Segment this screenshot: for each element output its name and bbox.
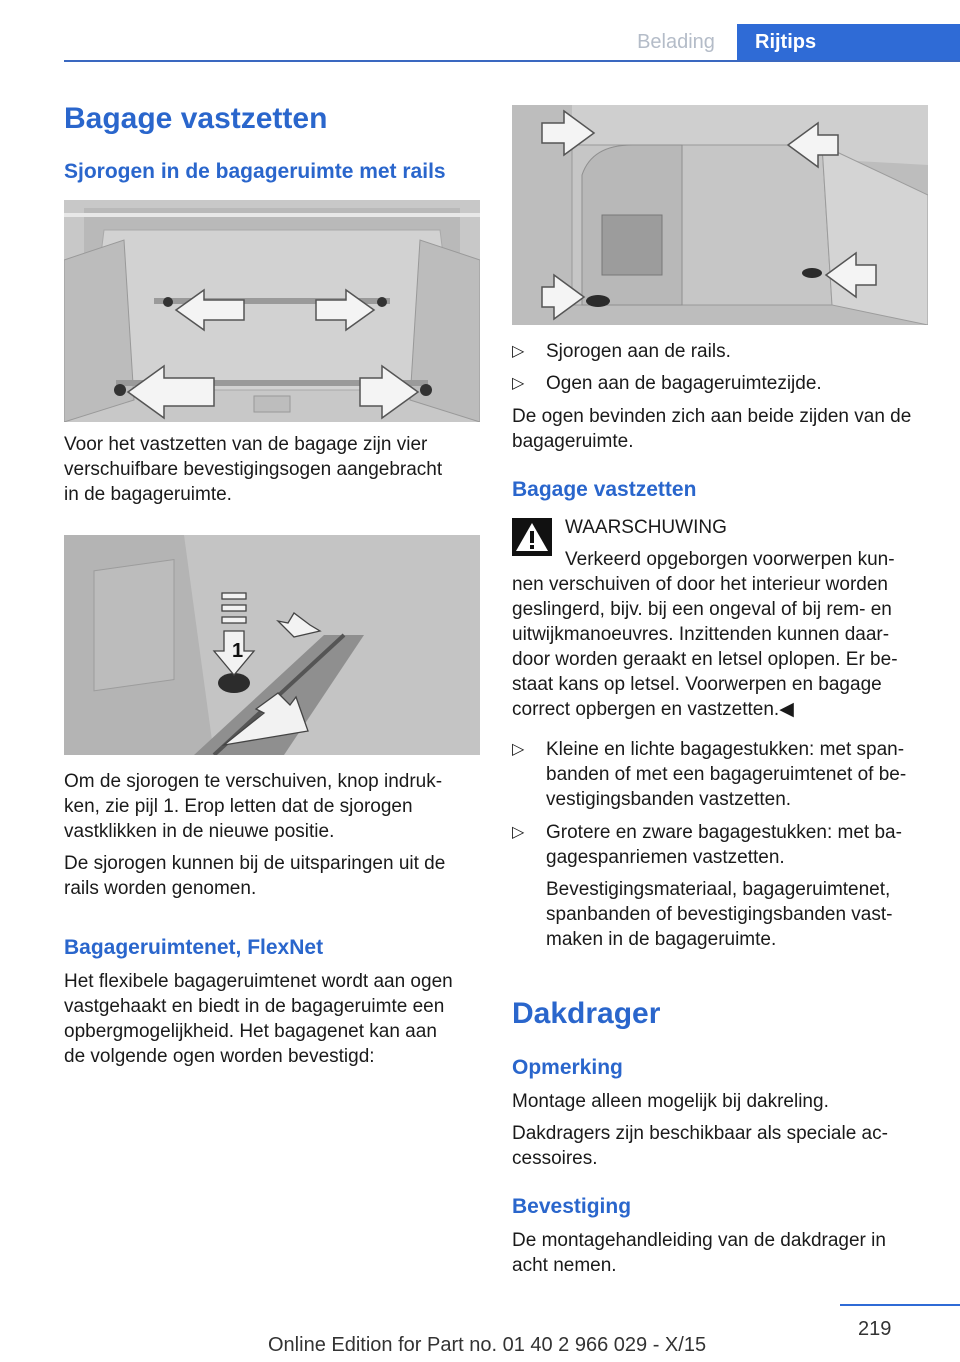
page-title: Bagage vastzetten [64, 102, 328, 135]
bullet-item-small: ▷ Kleine en lichte bagagestukken: met span- banden of met een bagageruimtenet of be- vestigingsbanden vastzetten. [512, 739, 907, 810]
list-item: ▷ Sjorogen aan de rails. [512, 341, 731, 362]
figure-cargo-rails [64, 200, 480, 422]
warning-icon [512, 518, 552, 556]
header-rule [64, 60, 960, 62]
paragraph-opmerking-2: Dakdragers zijn beschikbaar als speciale ac- cessoires. [512, 1123, 888, 1169]
section-heading-bevestiging: Bevestiging [512, 1195, 632, 1218]
page-number: 219 [858, 1318, 892, 1340]
header-tab-active: Rijtips [737, 24, 960, 60]
header-section: Belading [637, 31, 715, 53]
footer-edition: Online Edition for Part no. 01 40 2 966 029 - X/15 [268, 1334, 707, 1356]
warning-text: nen verschuiven of door het interieur worden geslingerd, bijv. bij een ongeval of bij rem- en uitwijkmanoeuvres. Inzittenden kunnen daar- door worden geraakt en letsel oplopen. Er be- staat kans op letsel. Voorwerpen en bagage correct opbergen en vastzetten.◀ [512, 574, 898, 720]
warning-title: WAARSCHUWING [565, 517, 727, 538]
figure-trunk-side [512, 105, 928, 325]
paragraph-bevestiging: De montagehandleiding van de dakdrager in acht nemen. [512, 1230, 886, 1276]
section-heading-opmerking: Opmerking [512, 1056, 623, 1079]
figure-callout-1: 1 [232, 640, 244, 662]
section-heading-flexnet: Bagageruimtenet, FlexNet [64, 936, 324, 959]
paragraph-slide: Om de sjorogen te verschuiven, knop indruk- ken, zie pijl 1. Erop letten dat de sjorogen vastklikken in de nieuwe positie. [64, 771, 443, 842]
footer-rule [840, 1304, 960, 1306]
paragraph-remove: De sjorogen kunnen bij de uitsparingen uit de rails worden genomen. [64, 853, 446, 899]
figure-rail-detail [64, 535, 480, 755]
paragraph-flexnet: Het flexibele bagageruimtenet wordt aan ogen vastgehaakt en biedt in de bagageruimte een opbergmogelijkheid. Het bagagenet kan aan de volgende ogen worden bevestigd: [64, 971, 453, 1067]
paragraph-intro: Voor het vastzetten van de bagage zijn vier verschuifbare bevestigingsogen aangebracht in de bagageruimte. [64, 434, 443, 505]
paragraph-opmerking-1: Montage alleen mogelijk bij dakreling. [512, 1091, 829, 1112]
bullet-list-eyes [512, 339, 928, 403]
bullet-item-large: ▷ Grotere en zware bagagestukken: met ba- gagespanriemen vastzetten. Bevestigingsmateriaal, bagageruimtenet, spanbanden of bevestigingsbanden vast- maken in de bagageruimte. [512, 822, 902, 950]
section-heading-rails: Sjorogen in de bagageruimte met rails [64, 160, 446, 183]
list-item: ▷ Ogen aan de bagageruimtezijde. [512, 373, 822, 394]
section-heading-dakdrager: Dakdrager [512, 997, 661, 1030]
paragraph-eyes-location: De ogen bevinden zich aan beide zijden van de bagageruimte. [512, 406, 912, 452]
section-heading-vastzetten: Bagage vastzetten [512, 478, 697, 501]
warning-first-line: Verkeerd opgeborgen voorwerpen kun- [565, 549, 895, 570]
